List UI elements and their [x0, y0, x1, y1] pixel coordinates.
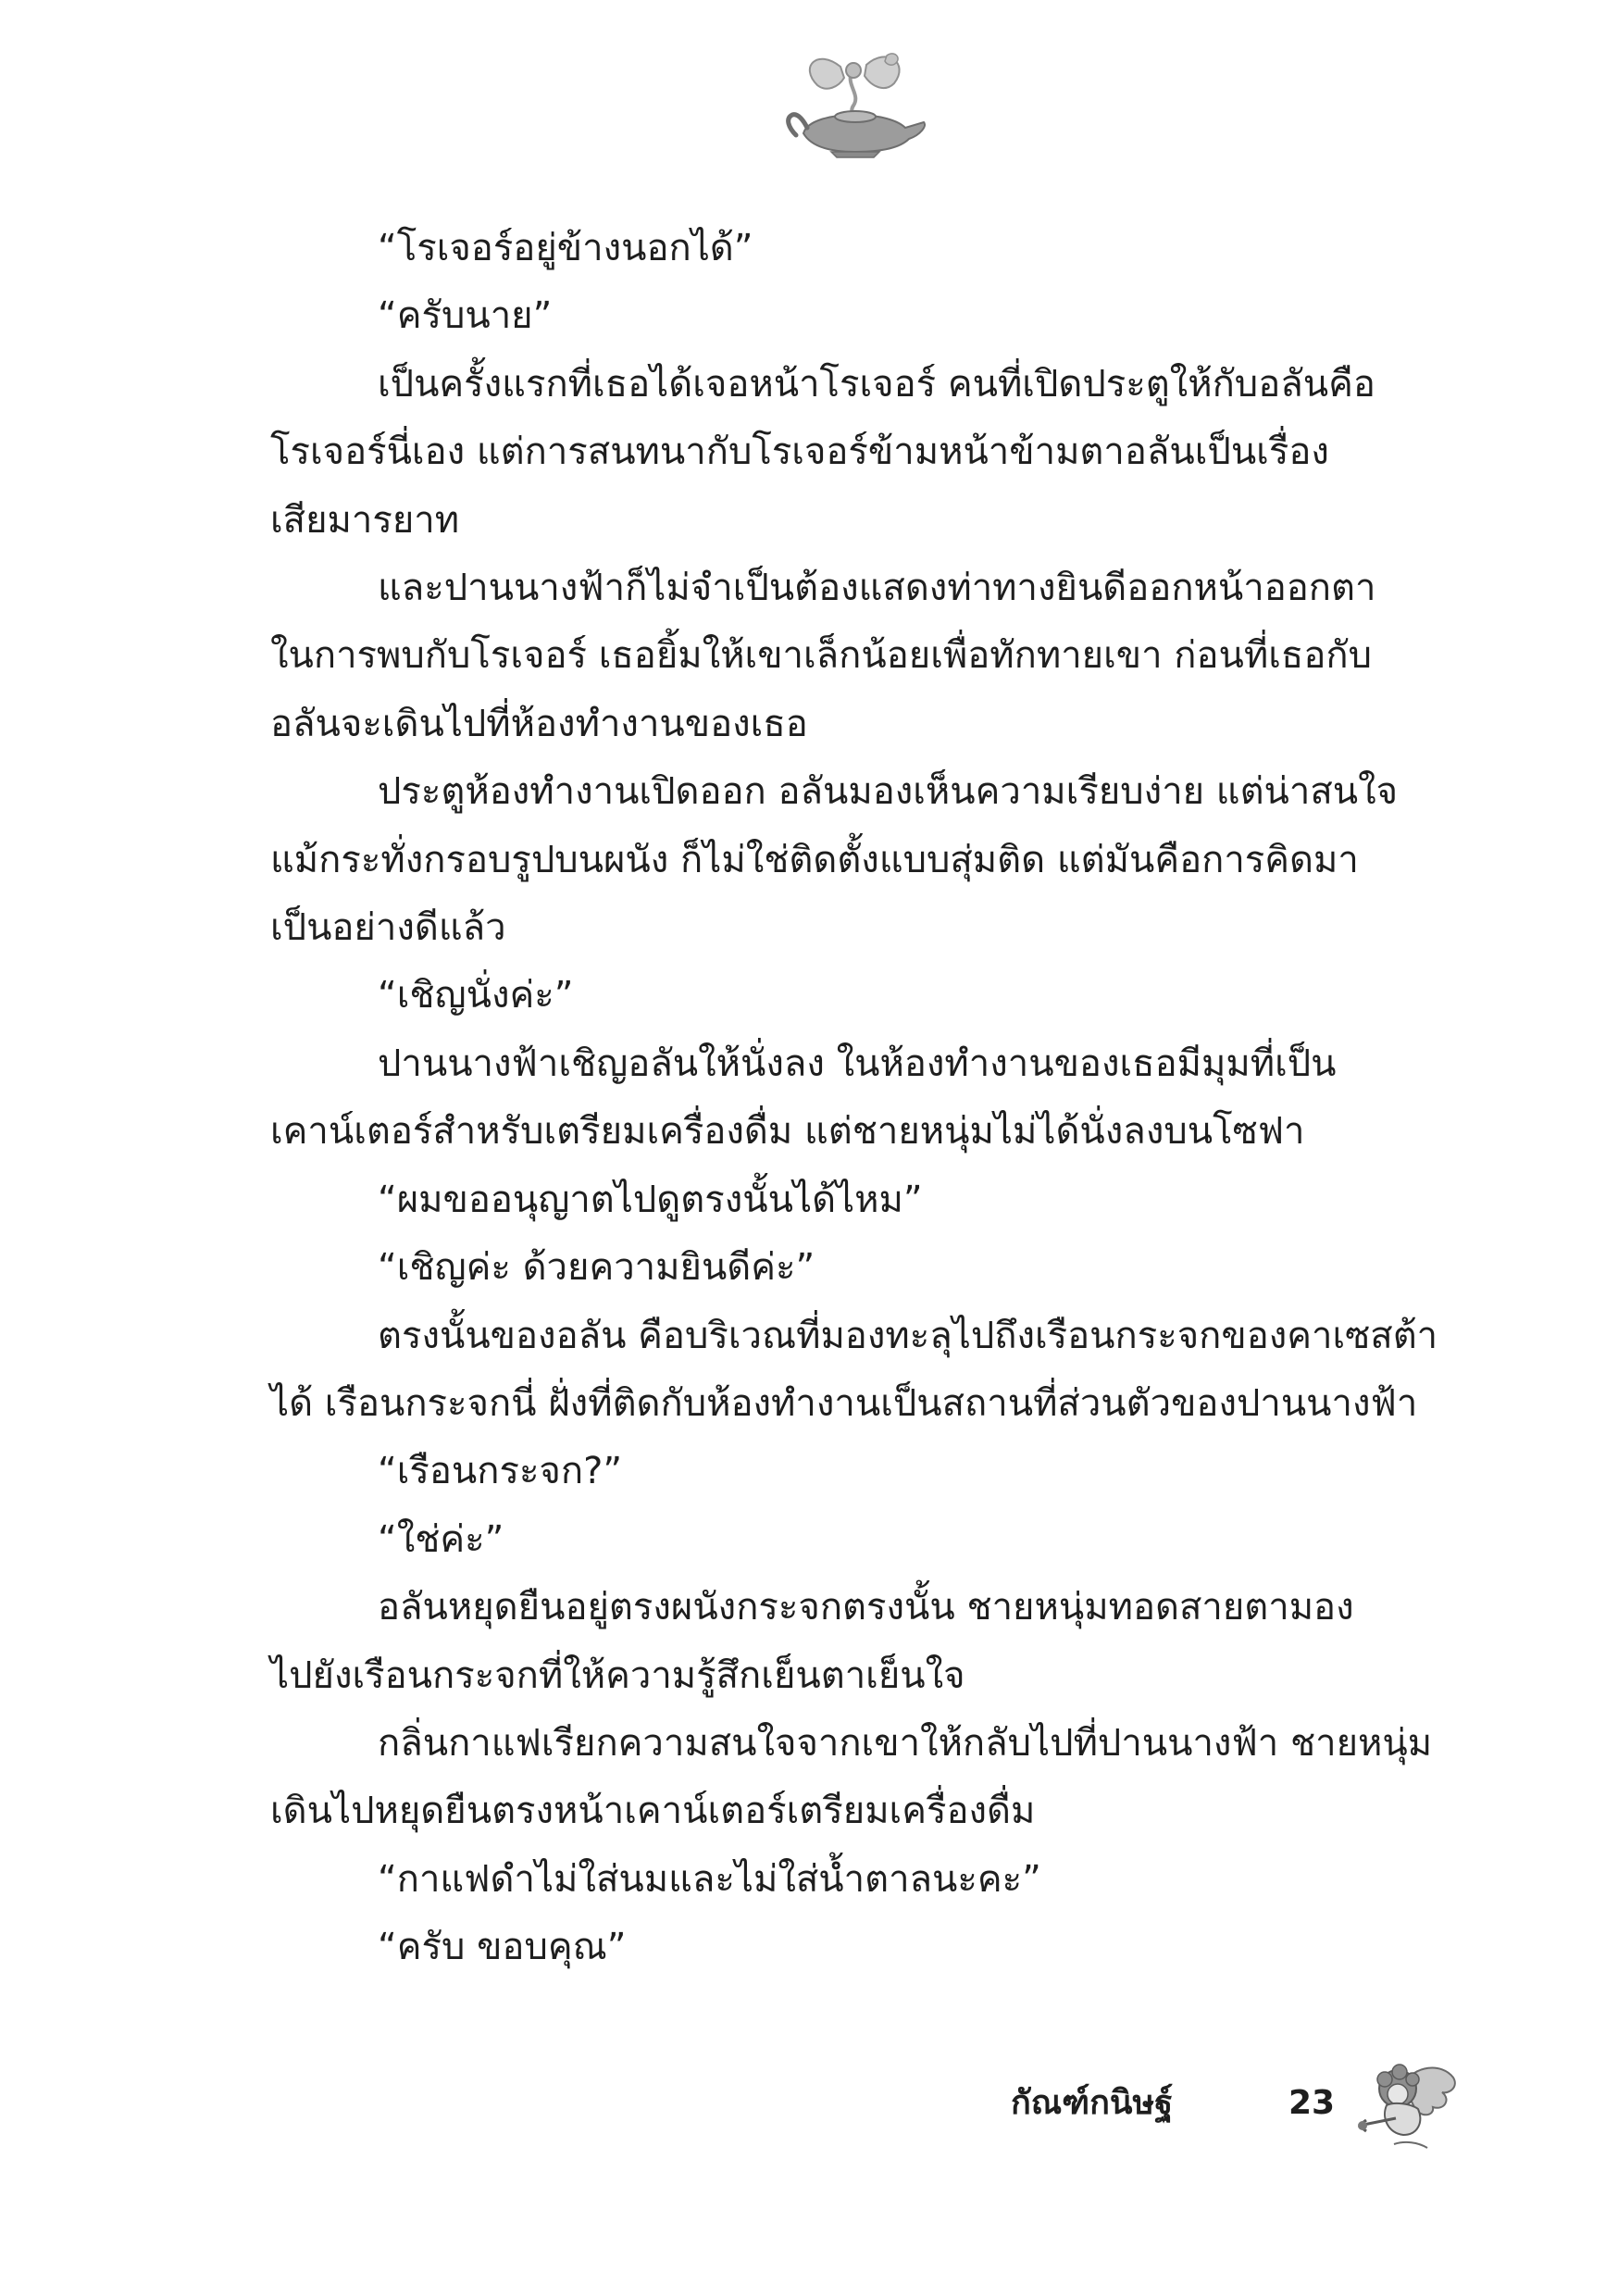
page-number: 23 — [1288, 2084, 1336, 2122]
text-line: ได้ เรือนกระจกนี่ ฝั่งที่ติดกับห้องทำงานเป็นสถานที่ส่วนตัวของปานนางฟ้า — [270, 1381, 1418, 1425]
text-line: อลันจะเดินไปที่ห้องทำงานของเธอ — [270, 702, 808, 745]
text-line: โรเจอร์นี่เอง แต่การสนทนากับโรเจอร์ข้ามหน้าข้ามตาอลันเป็นเรื่อง — [270, 430, 1329, 474]
text-line: เป็นครั้งแรกที่เธอได้เจอหน้าโรเจอร์ คนที่เปิดประตูให้กับอลันคือ — [378, 362, 1375, 406]
text-line: “ครับ ขอบคุณ” — [378, 1926, 627, 1969]
text-line: ตรงนั้นของอลัน คือบริเวณที่มองทะลุไปถึงเรือนกระจกของคาเซสต้า — [378, 1314, 1438, 1357]
text-line: กลิ่นกาแฟเรียกความสนใจจากเขาให้กลับไปที่ปานนางฟ้า ชายหนุ่ม — [378, 1721, 1433, 1765]
text-line: “ครับนาย” — [378, 294, 553, 338]
text-line: “กาแฟดำไม่ใส่นมและไม่ใส่น้ำตาลนะคะ” — [378, 1857, 1041, 1901]
text-line: เสียมารยาท — [270, 498, 460, 542]
text-line: ไปยังเรือนกระจกที่ให้ความรู้สึกเย็นตาเย็นใจ — [270, 1653, 965, 1697]
text-line: “เชิญค่ะ ด้วยความยินดีค่ะ” — [378, 1246, 815, 1290]
text-line: “ผมขออนุญาตไปดูตรงนั้นได้ไหม” — [378, 1178, 923, 1221]
footer-author-name: กัณฑ์กนิษฐ์ — [1011, 2084, 1174, 2122]
text-line: ประตูห้องทำงานเปิดออก อลันมองเห็นความเรียบง่าย แต่น่าสนใจ — [378, 770, 1399, 814]
text-line: “ใช่ค่ะ” — [378, 1517, 504, 1561]
text-line: ในการพบกับโรเจอร์ เธอยิ้มให้เขาเล็กน้อยเพื่อทักทายเขา ก่อนที่เธอกับ — [270, 634, 1372, 678]
lamp-fairy-icon — [776, 48, 933, 159]
cupid-icon — [1353, 2057, 1464, 2150]
text-line: “เชิญนั่งค่ะ” — [378, 974, 574, 1017]
text-line: แม้กระทั่งกรอบรูปบนผนัง ก็ไม่ใช่ติดตั้งแบบสุ่มติด แต่มันคือการคิดมา — [270, 838, 1359, 881]
text-line: เดินไปหยุดยืนตรงหน้าเคาน์เตอร์เตรียมเครื่องดื่ม — [270, 1790, 1036, 1833]
text-line: “โรเจอร์อยู่ข้างนอกได้” — [378, 227, 753, 269]
text-line: อลันหยุดยืนอยู่ตรงผนังกระจกตรงนั้น ชายหนุ่มทอดสายตามอง — [378, 1586, 1354, 1629]
text-line: เคาน์เตอร์สำหรับเตรียมเครื่องดื่ม แต่ชายหนุ่มไม่ได้นั่งลงบนโซฟา — [270, 1110, 1305, 1154]
text-line: ปานนางฟ้าเชิญอลันให้นั่งลง ในห้องทำงานของเธอมีมุมที่เป็น — [378, 1042, 1337, 1085]
text-line: และปานนางฟ้าก็ไม่จำเป็นต้องแสดงท่าทางยินดีออกหน้าออกตา — [378, 567, 1376, 610]
body-text — [270, 215, 1458, 1982]
text-line: “เรือนกระจก?” — [378, 1450, 623, 1493]
text-line: เป็นอย่างดีแล้ว — [270, 906, 506, 950]
